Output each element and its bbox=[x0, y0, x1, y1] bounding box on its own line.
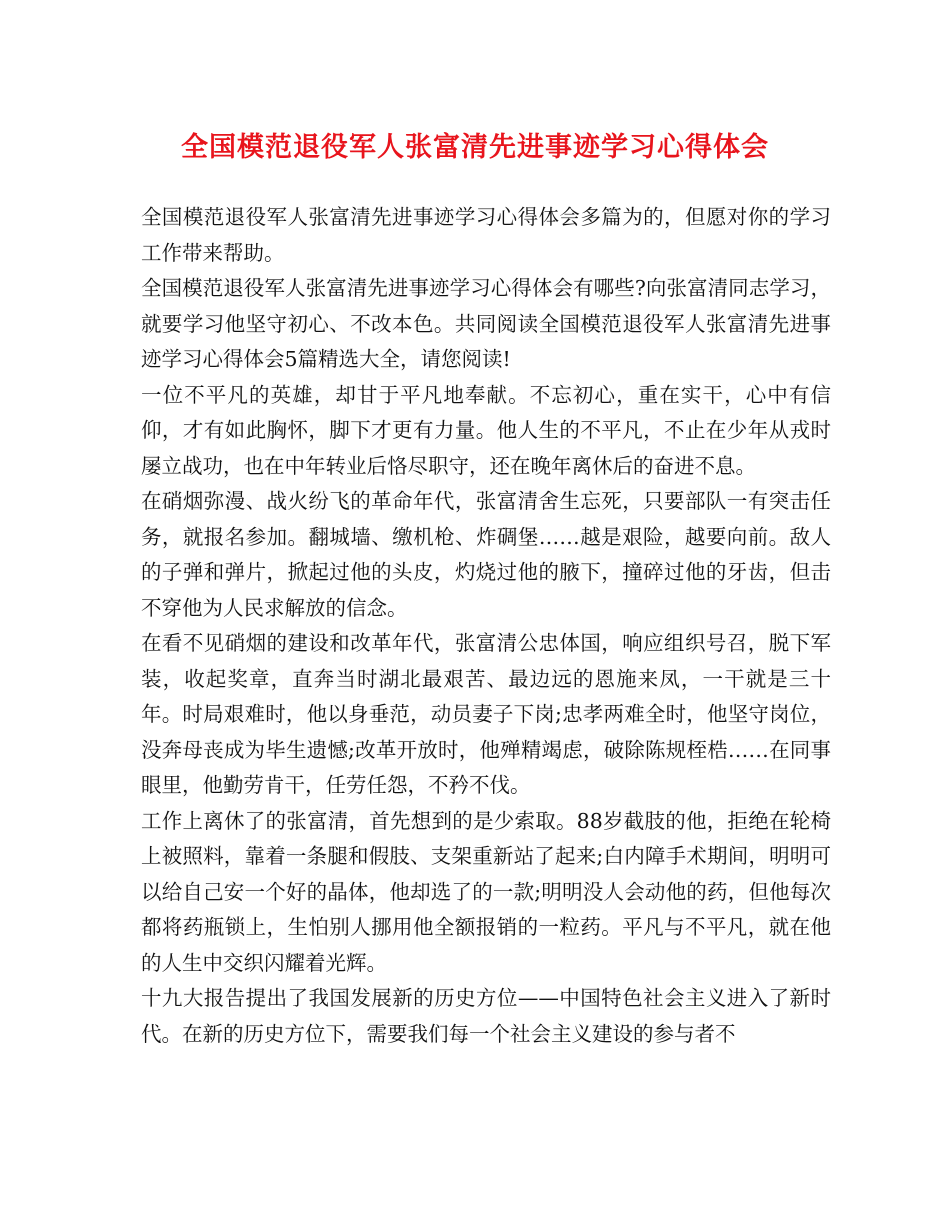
paragraph-war-years: 在硝烟弥漫、战火纷飞的革命年代，张富清舍生忘死，只要部队一有突击任务，就报名参加。翻城墙、缴机枪、炸碉堡……越是艰险，越要向前。敌人的子弹和弹片，掀起过他的头皮，灼烧过他的腋下，撞碎过他的牙齿，但击不穿他为人民求解放的信念。 bbox=[141, 489, 831, 620]
document-title: 全国模范退役军人张富清先进事迹学习心得体会 bbox=[181, 132, 769, 163]
paragraph-hero: 一位不平凡的英雄，却甘于平凡地奉献。不忘初心，重在实干，心中有信仰，才有如此胸怀，脚下才更有力量。他人生的不平凡，不止在少年从戎时屡立战功，也在中年转业后恪尽职守，还在晚年离休后的奋进不息。 bbox=[141, 382, 831, 478]
paragraph-overview: 全国模范退役军人张富清先进事迹学习心得体会有哪些?向张富清同志学习，就要学习他坚守初心、不改本色。共同阅读全国模范退役军人张富清先进事迹学习心得体会5篇精选大全，请您阅读! bbox=[141, 276, 831, 371]
paragraph-reform-years: 在看不见硝烟的建设和改革年代，张富清公忠体国，响应组织号召，脱下军装，收起奖章，直奔当时湖北最艰苦、最边远的恩施来凤，一干就是三十年。时局艰难时，他以身垂范，动员妻子下岗;忠孝两难全时，他坚守岗位，没奔母丧成为毕生遗憾;改革开放时，他殚精竭虑，破除陈规桎梏……在同事眼里，他勤劳肯干，任劳任怨，不矜不伐。 bbox=[141, 631, 831, 797]
paragraph-intro: 全国模范退役军人张富清先进事迹学习心得体会多篇为的，但愿对你的学习工作带来帮助。 bbox=[141, 205, 831, 265]
document-body bbox=[141, 200, 831, 1052]
paragraph-new-era: 十九大报告提出了我国发展新的历史方位——中国特色社会主义进入了新时代。在新的历史方位下，需要我们每一个社会主义建设的参与者不 bbox=[141, 986, 831, 1046]
paragraph-retirement: 工作上离休了的张富清，首先想到的是少索取。88岁截肢的他，拒绝在轮椅上被照料，靠着一条腿和假肢、支架重新站了起来;白内障手术期间，明明可以给自己安一个好的晶体，他却选了的一款;明明没人会动他的药，但他每次都将药瓶锁上，生怕别人挪用他全额报销的一粒药。平凡与不平凡，就在他的人生中交织闪耀着光辉。 bbox=[141, 808, 831, 975]
